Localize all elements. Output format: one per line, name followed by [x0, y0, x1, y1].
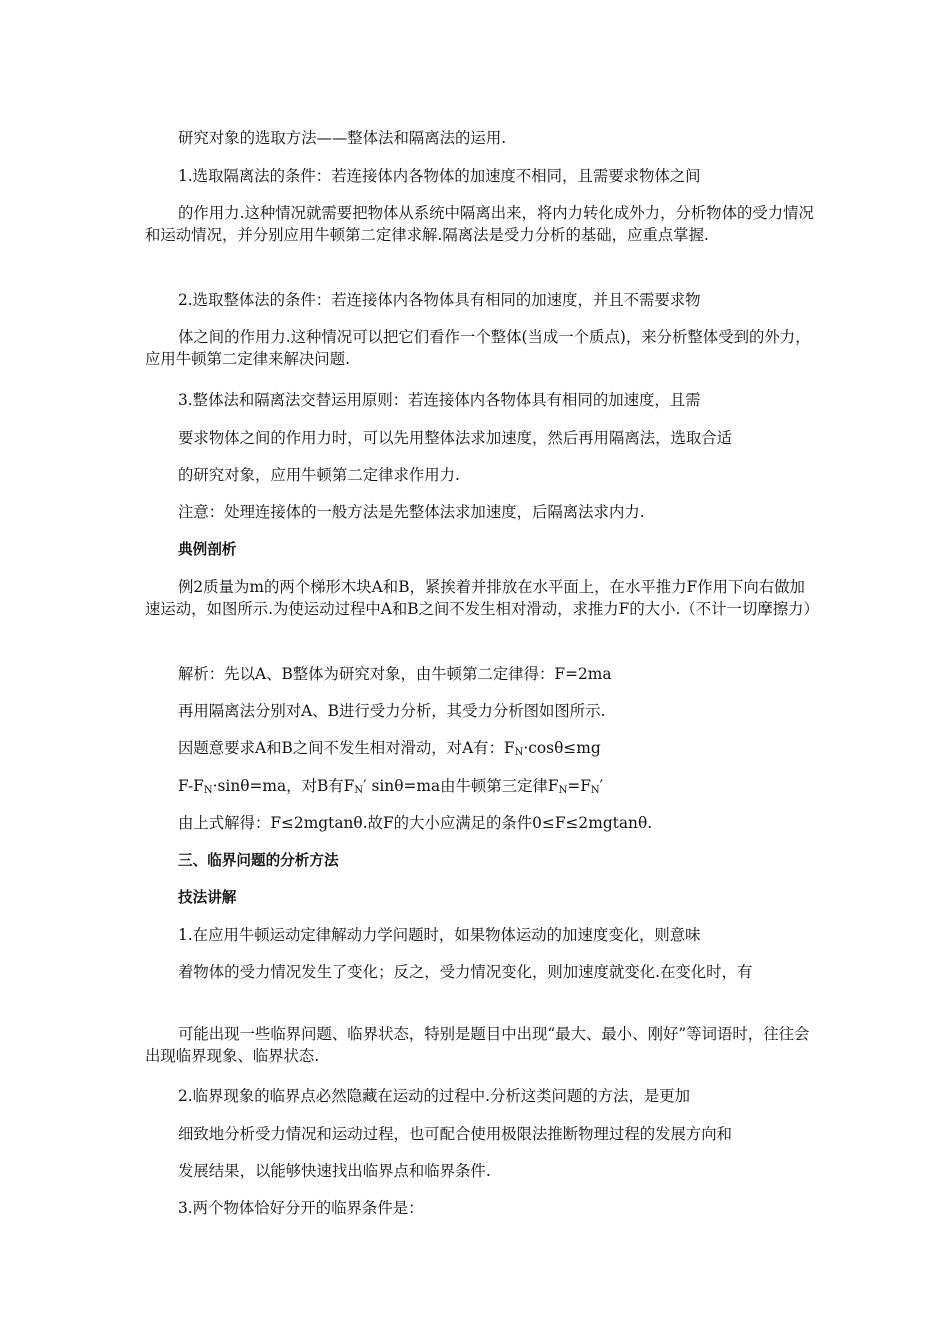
paragraph-alternate-detail-2: 的研究对象，应用牛顿第二定律求作用力. — [178, 466, 460, 484]
text-run: 因题意要求A和B之间不发生相对滑动，对A有：F — [178, 739, 515, 757]
text-run: F-F — [178, 777, 204, 795]
paragraph-solution-3 — [178, 737, 601, 759]
paragraph-critical-1-cont: 着物体的受力情况发生了变化；反之，受力情况变化，则加速度就变化.在变化时，有 — [178, 963, 753, 981]
paragraph-alternate-detail: 要求物体之间的作用力时，可以先用整体法求加速度，然后再用隔离法，选取合适 — [178, 429, 733, 447]
paragraph-solution-4 — [178, 775, 603, 797]
paragraph-critical-3: 3.两个物体恰好分开的临界条件是： — [178, 1199, 424, 1217]
text-run: ·sinθ=ma，对B有F — [212, 777, 355, 795]
paragraph-critical-2-cont: 细致地分析受力情况和运动过程，也可配合使用极限法推断物理过程的发展方向和 — [178, 1125, 733, 1143]
text-run: ·cosθ≤mg — [523, 739, 601, 757]
text-run: ′ sinθ=ma由牛顿第三定律F — [363, 777, 559, 795]
subscript-n: N — [514, 747, 524, 758]
paragraph-critical-2: 2.临界现象的临界点必然隐藏在运动的过程中.分析这类问题的方法，是更加 — [178, 1087, 691, 1105]
heading-example-analysis: 典例剖析 — [178, 541, 237, 558]
text-run: ′ — [599, 777, 604, 795]
paragraph-intro: 研究对象的选取方法——整体法和隔离法的运用. — [178, 129, 507, 147]
paragraph-critical-1: 1.在应用牛顿运动定律解动力学问题时，如果物体运动的加速度变化，则意味 — [178, 926, 701, 944]
paragraph-solution-5: 由上式解得：F≤2mgtanθ.故F的大小应满足的条件0≤F≤2mgtanθ. — [178, 814, 653, 832]
paragraph-whole-detail: 体之间的作用力.这种情况可以把它们看作一个整体(当成一个质点)，来分析整体受到的外力，应用牛顿第二定律来解决问题. — [145, 328, 811, 368]
paragraph-isolation-detail: 的作用力.这种情况就需要把物体从系统中隔离出来，将内力转化成外力，分析物体的受力情况和运动情况，并分别应用牛顿第二定律求解.隔离法是受力分析的基础，应重点掌握. — [145, 204, 814, 244]
paragraph-alternate-principle: 3.整体法和隔离法交替运用原则：若连接体内各物体具有相同的加速度，且需 — [178, 391, 701, 409]
subscript-n: N — [203, 785, 213, 796]
text-run: =F — [567, 777, 591, 795]
paragraph-example-2: 例2质量为m的两个梯形木块A和B，紧挨着并排放在水平面上，在水平推力F作用下向右做加速运动，如图所示.为使运动过程中A和B之间不发生相对滑动，求推力F的大小.（不计一切摩擦力） — [145, 578, 819, 618]
paragraph-critical-1-cont-2: 可能出现一些临界问题、临界状态，特别是题目中出现“最大、最小、刚好”等词语时，往往会出现临界现象、临界状态. — [145, 1025, 810, 1065]
heading-technique: 技法讲解 — [178, 889, 237, 906]
paragraph-isolation-condition: 1.选取隔离法的条件：若连接体内各物体的加速度不相同，且需要求物体之间 — [178, 167, 701, 185]
heading-critical-problems: 三、临界问题的分析方法 — [178, 852, 339, 869]
paragraph-critical-2-cont-2: 发展结果，以能够快速找出临界点和临界条件. — [178, 1162, 491, 1180]
subscript-n: N — [354, 785, 364, 796]
paragraph-solution-1: 解析：先以A、B整体为研究对象，由牛顿第二定律得：F=2ma — [178, 665, 612, 683]
paragraph-whole-condition: 2.选取整体法的条件：若连接体内各物体具有相同的加速度，并且不需要求物 — [178, 291, 701, 309]
paragraph-solution-2: 再用隔离法分别对A、B进行受力分析，其受力分析图如图所示. — [178, 702, 606, 720]
subscript-n: N — [590, 785, 600, 796]
subscript-n: N — [558, 785, 568, 796]
paragraph-note: 注意：处理连接体的一般方法是先整体法求加速度，后隔离法求内力. — [178, 503, 645, 521]
